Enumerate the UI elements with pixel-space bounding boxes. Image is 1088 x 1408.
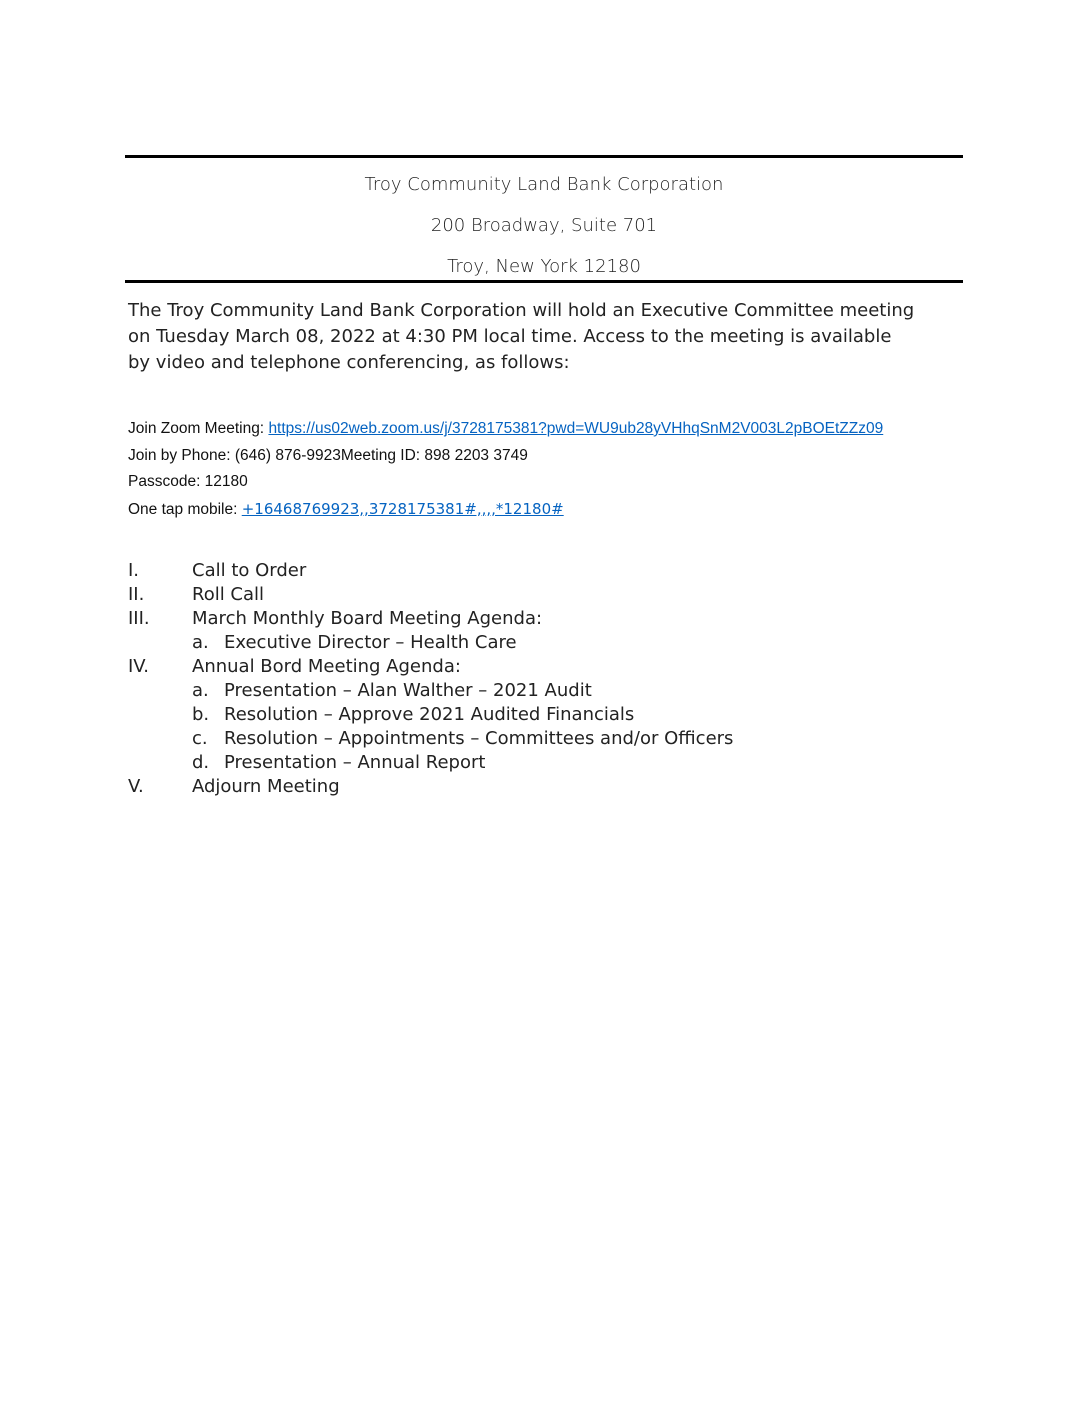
agenda-subitem-text: Resolution – Approve 2021 Audited Financials: [224, 704, 635, 725]
address-line-2: Troy, New York 12180: [447, 256, 641, 277]
intro-line-3: by video and telephone conferencing, as follows:: [128, 352, 570, 373]
zoom-passcode-row: Passcode: 12180: [128, 473, 248, 490]
agenda-item: [128, 655, 928, 679]
intro-line-1: The Troy Community Land Bank Corporation will hold an Executive Committee meeting: [128, 300, 915, 321]
zoom-phone-row: Join by Phone: (646) 876-9923Meeting ID: 898 2203 3749: [128, 446, 528, 464]
org-name: Troy Community Land Bank Corporation: [364, 174, 724, 195]
zoom-join-link[interactable]: https://us02web.zoom.us/j/3728175381?pwd=WU9ub28yVHhqSnM2V003L2pBOEtZZz09: [268, 420, 884, 437]
header-bottom-rule: [125, 280, 963, 283]
agenda-item-number: I.: [128, 560, 140, 581]
agenda-item: [128, 775, 928, 799]
agenda-subitem-text: Resolution – Appointments – Committees and/or Officers: [224, 728, 734, 749]
agenda-subitem-text: Presentation – Annual Report: [224, 752, 486, 773]
agenda-subitem-letter: b.: [192, 704, 210, 725]
agenda-item-number: V.: [128, 776, 144, 797]
agenda-item: [128, 583, 928, 607]
agenda-item-number: IV.: [128, 656, 150, 677]
agenda-subitem: [128, 727, 928, 751]
agenda-subitem-text: Presentation – Alan Walther – 2021 Audit: [224, 680, 592, 701]
agenda-list: [128, 559, 928, 799]
agenda-item-text: Call to Order: [192, 560, 307, 581]
agenda-subitem-letter: a.: [192, 632, 209, 653]
agenda-item-text: Adjourn Meeting: [192, 776, 340, 797]
one-tap-label: One tap mobile:: [128, 500, 242, 518]
agenda-item-text: March Monthly Board Meeting Agenda:: [192, 608, 543, 629]
zoom-one-tap-row: [128, 497, 1068, 524]
agenda-subitem-letter: c.: [192, 728, 208, 749]
meeting-intro-paragraph: [128, 298, 978, 376]
header-top-rule: [125, 155, 963, 158]
agenda-subitem-letter: d.: [192, 752, 210, 773]
agenda-item-text: Roll Call: [192, 584, 265, 605]
zoom-join-row: [128, 417, 1068, 444]
agenda-subitem: [128, 679, 928, 703]
agenda-item: [128, 559, 928, 583]
zoom-details: [128, 417, 1068, 523]
agenda-subitem: [128, 751, 928, 775]
agenda-item-number: II.: [128, 584, 145, 605]
agenda-item-text: Annual Bord Meeting Agenda:: [192, 656, 461, 677]
agenda-subitem: [128, 631, 928, 655]
intro-line-2: on Tuesday March 08, 2022 at 4:30 PM local time. Access to the meeting is available: [128, 326, 892, 347]
agenda-item-number: III.: [128, 608, 150, 629]
address-line-1: 200 Broadway, Suite 701: [430, 215, 658, 236]
zoom-join-label: Join Zoom Meeting:: [128, 420, 269, 437]
agenda-subitem-text: Executive Director – Health Care: [224, 632, 517, 653]
agenda-item: [128, 607, 928, 631]
agenda-subitem-letter: a.: [192, 680, 209, 701]
one-tap-link[interactable]: +16468769923,,3728175381#,,,,*12180#: [241, 499, 564, 518]
agenda-subitem: [128, 703, 928, 727]
